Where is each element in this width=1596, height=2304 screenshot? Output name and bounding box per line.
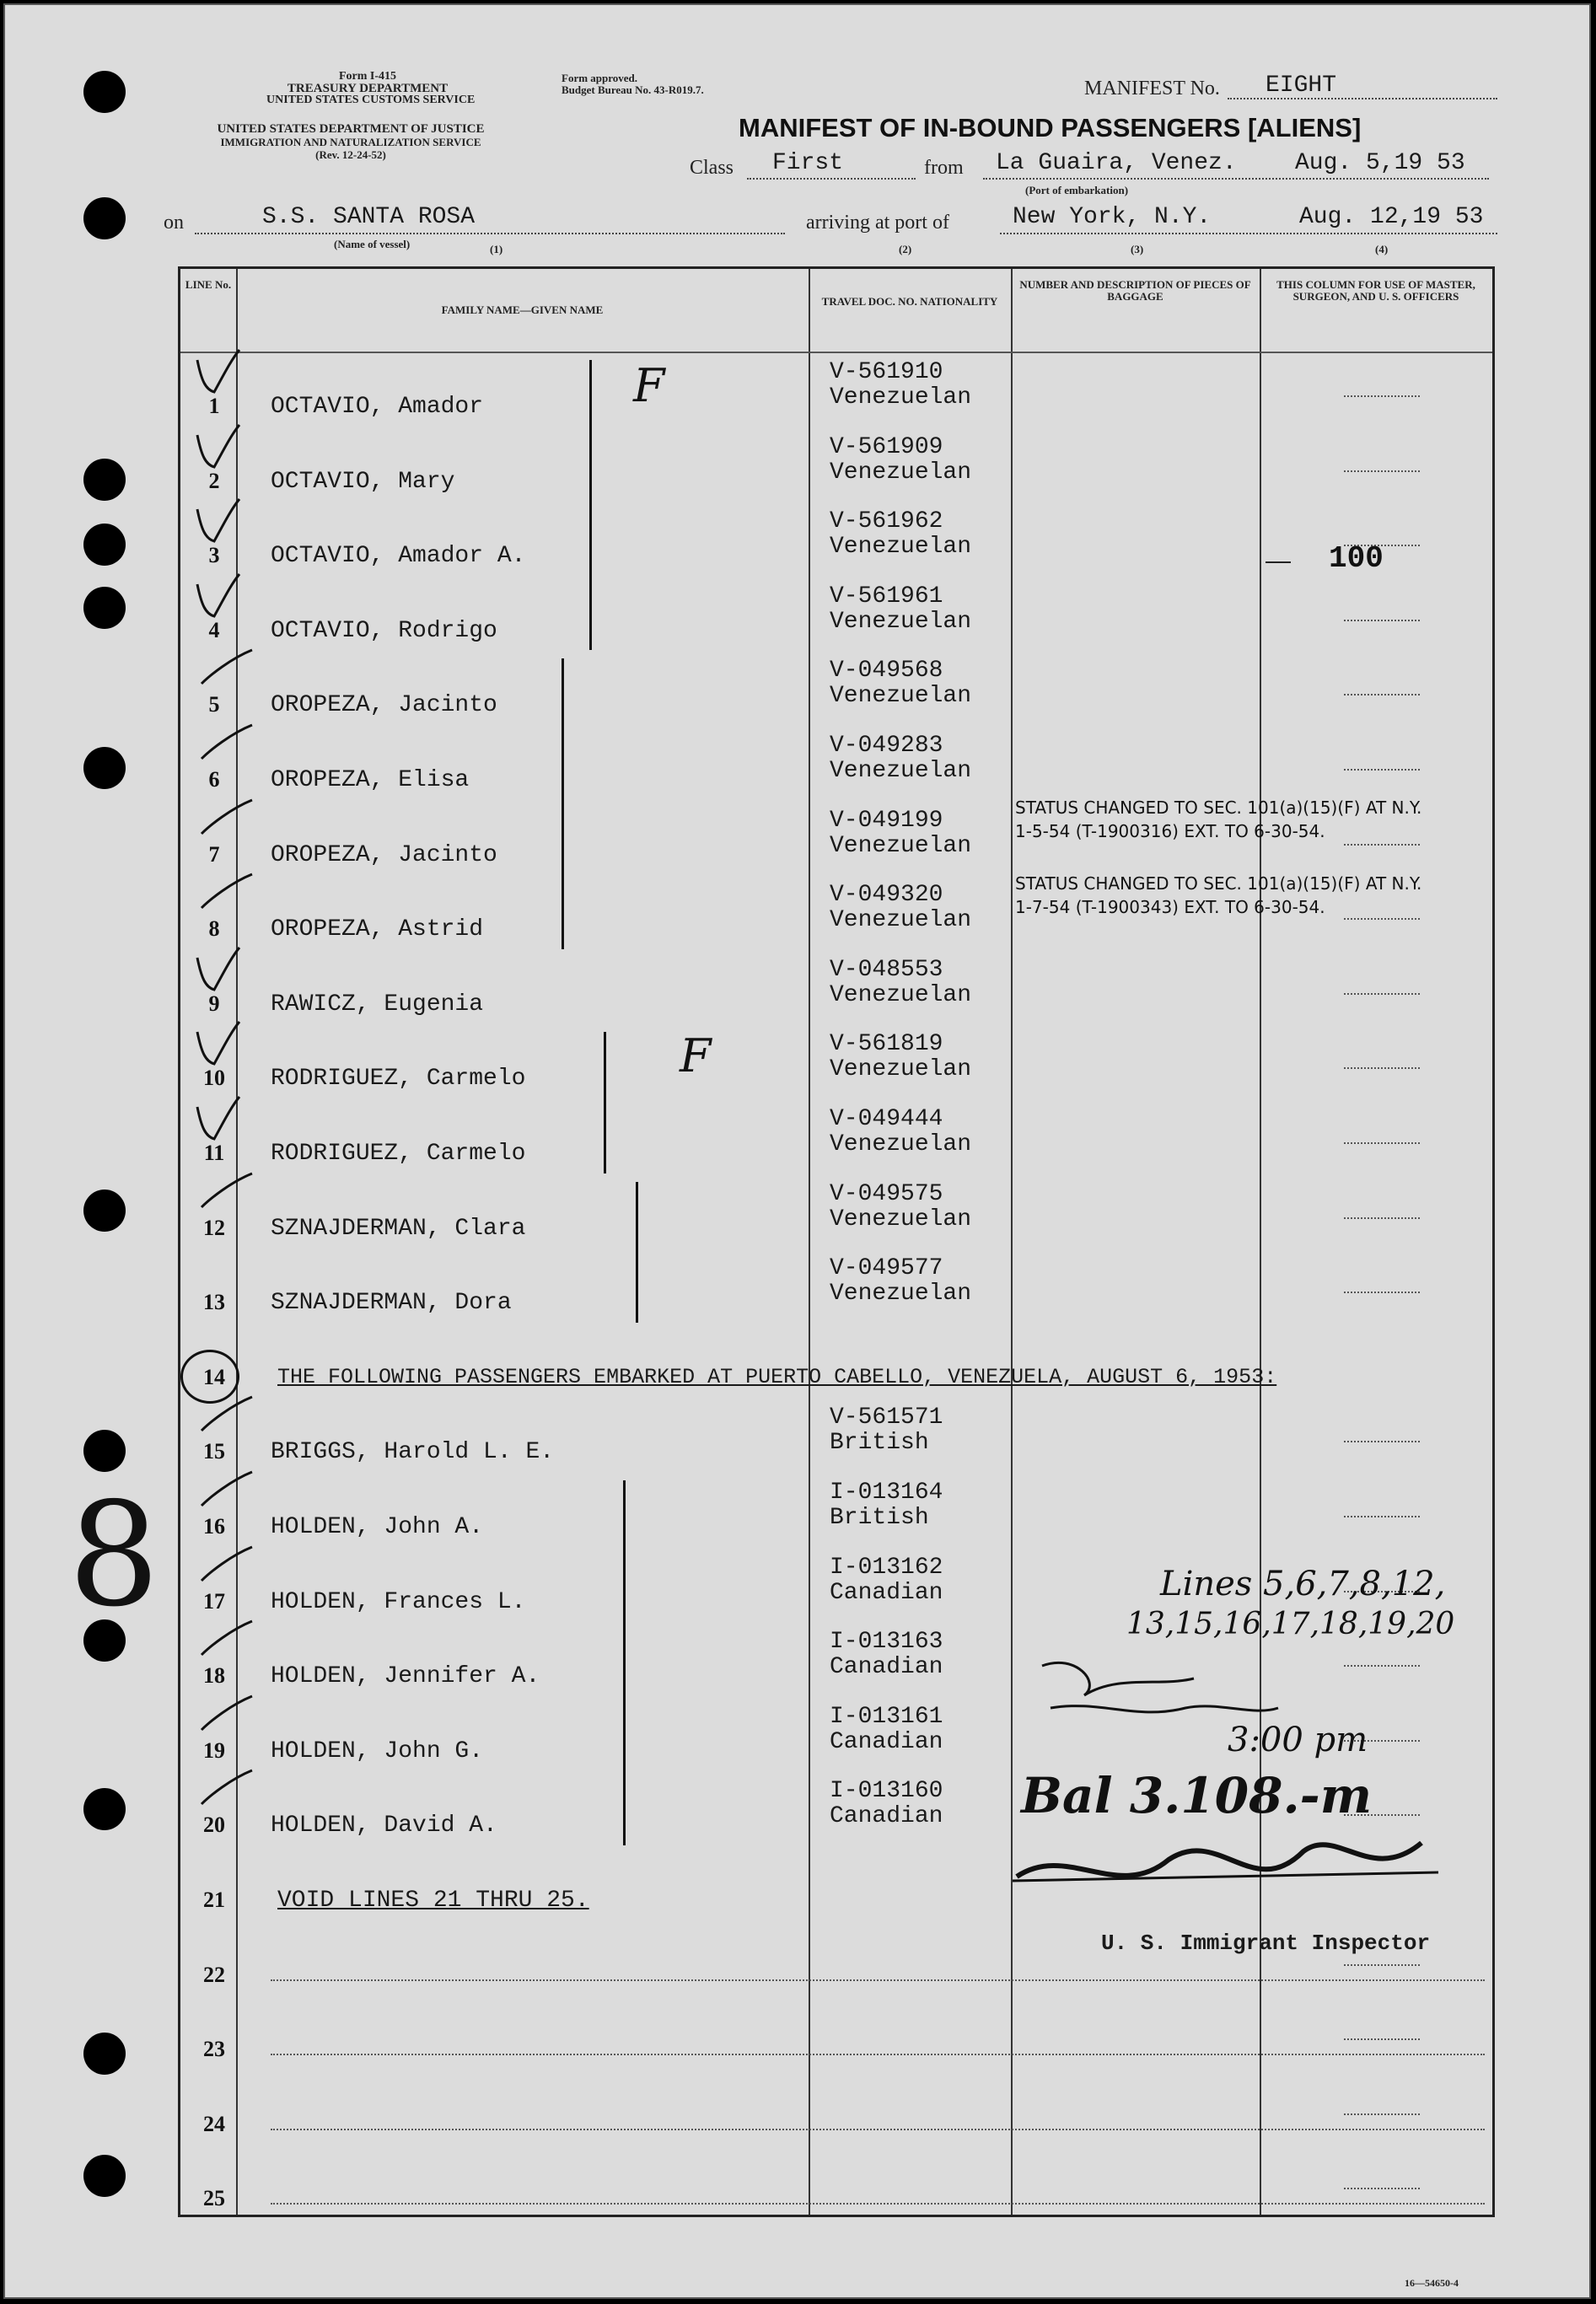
passenger-name: RODRIGUEZ, Carmelo xyxy=(271,1141,526,1167)
travel-doc xyxy=(830,1405,943,1456)
officer-dots xyxy=(1344,1516,1420,1517)
line-number: 5 xyxy=(208,692,220,717)
officer-dots xyxy=(1344,395,1420,397)
table-row xyxy=(180,427,1492,501)
header-justice-block: UNITED STATES DEPARTMENT OF JUSTICE IMMIGRATION AND NATURALIZATION SERVICE (Rev. 12-24-52) xyxy=(217,122,485,161)
from-port: La Guaira, Venez. xyxy=(996,150,1237,176)
line-number: 1 xyxy=(208,394,220,418)
line-number: 7 xyxy=(208,841,220,867)
status-note-2b: 1-7-54 (T-1900343) EXT. TO 6-30-54. xyxy=(1015,897,1325,917)
manifest-no-value: EIGHT xyxy=(1266,73,1337,99)
line-number: 18 xyxy=(203,1663,225,1689)
punch-hole xyxy=(83,524,126,566)
travel-doc-number: V-048553 xyxy=(830,956,943,983)
manifest-no-label: MANIFEST No. xyxy=(1084,78,1220,99)
check-mark-icon xyxy=(180,1015,256,1074)
officer-dots xyxy=(1344,2113,1420,2115)
passenger-name: OCTAVIO, Amador xyxy=(271,394,484,420)
travel-doc-number: V-049199 xyxy=(830,807,943,834)
travel-doc-number: I-013162 xyxy=(830,1554,943,1581)
col-officers: THIS COLUMN FOR USE OF MASTER, SURGEON, AND U. S. OFFICERS xyxy=(1276,278,1475,303)
travel-doc-number: V-049575 xyxy=(830,1180,943,1207)
officer-dots xyxy=(1344,2038,1420,2040)
blank-line-dots xyxy=(271,2203,1485,2205)
passenger-name: OCTAVIO, Rodrigo xyxy=(271,617,497,644)
caption-1: (1) xyxy=(490,243,503,255)
nationality: Venezuelan xyxy=(830,608,972,635)
line-number: 4 xyxy=(208,617,220,642)
travel-doc xyxy=(830,808,971,859)
passenger-name: OCTAVIO, Amador A. xyxy=(271,543,526,570)
vessel-caption: (Name of vessel) xyxy=(334,238,411,250)
travel-doc xyxy=(830,1705,943,1755)
check-mark-icon xyxy=(180,941,256,1000)
manifest-page xyxy=(3,3,1591,2299)
check-mark-icon xyxy=(180,418,256,477)
nationality: Canadian xyxy=(830,1654,943,1681)
from-underline xyxy=(983,178,1489,180)
line-number: 10 xyxy=(203,1066,225,1091)
travel-doc-number: V-561819 xyxy=(830,1031,943,1058)
inspector-title: U. S. Immigrant Inspector xyxy=(1101,1931,1431,1956)
family-bracket xyxy=(604,1032,606,1173)
table-row xyxy=(180,1323,1492,1397)
officer-dots xyxy=(1344,993,1420,995)
passenger-name: OCTAVIO, Mary xyxy=(271,468,455,495)
line-number: 24 xyxy=(203,2111,225,2136)
check-mark-icon xyxy=(180,792,256,851)
caption-4: (4) xyxy=(1375,243,1389,255)
line-number: 19 xyxy=(203,1737,225,1763)
arrival-date: Aug. 12,19 53 xyxy=(1299,204,1484,230)
travel-doc xyxy=(830,1480,943,1531)
travel-doc xyxy=(830,658,971,709)
nationality: Venezuelan xyxy=(830,832,972,859)
travel-doc xyxy=(830,1555,943,1606)
line-number: 2 xyxy=(208,468,220,493)
table-row xyxy=(180,650,1492,724)
check-mark-icon xyxy=(180,1090,256,1149)
travel-doc-number: V-561910 xyxy=(830,359,943,385)
handwritten-lines-note-2: 13,15,16,17,18,19,20 xyxy=(1126,1607,1455,1641)
punch-hole xyxy=(83,2155,126,2197)
officer-dots xyxy=(1344,620,1420,621)
check-mark-icon xyxy=(180,567,256,626)
family-bracket xyxy=(636,1182,638,1323)
travel-doc-number: V-561961 xyxy=(830,583,943,610)
handwritten-f-1: F xyxy=(633,359,665,412)
punch-hole xyxy=(83,71,126,113)
punch-hole xyxy=(83,1788,126,1830)
vessel-name: S.S. SANTA ROSA xyxy=(262,204,476,230)
travel-doc-number: I-013160 xyxy=(830,1778,943,1805)
table-row xyxy=(180,1397,1492,1471)
caption-3: (3) xyxy=(1131,243,1144,255)
passenger-name: RAWICZ, Eugenia xyxy=(271,991,484,1018)
travel-doc xyxy=(830,958,971,1008)
nationality: Venezuelan xyxy=(830,907,972,934)
punch-hole xyxy=(83,2033,126,2075)
on-label: on xyxy=(164,212,184,234)
line-number: 17 xyxy=(203,1588,225,1614)
table-row xyxy=(180,2070,1492,2144)
nationality: Venezuelan xyxy=(830,1206,972,1233)
line-number: 16 xyxy=(203,1514,225,1539)
punch-hole xyxy=(83,747,126,789)
line-number: 25 xyxy=(203,2186,225,2211)
passenger-name: OROPEZA, Jacinto xyxy=(271,841,497,868)
margin-number: 8 xyxy=(68,1472,160,1639)
travel-doc xyxy=(830,1256,971,1307)
line-number: 23 xyxy=(203,2037,225,2062)
table-row xyxy=(180,949,1492,1023)
dash-mark xyxy=(1266,561,1291,563)
passenger-name: SZNAJDERMAN, Clara xyxy=(271,1215,526,1242)
punch-hole xyxy=(83,197,126,239)
passenger-name: RODRIGUEZ, Carmelo xyxy=(271,1066,526,1093)
travel-doc-number: V-561962 xyxy=(830,508,943,535)
line-number: 14 xyxy=(203,1364,225,1389)
punch-hole xyxy=(83,1190,126,1232)
table-row xyxy=(180,1995,1492,2069)
travel-doc-number: V-049577 xyxy=(830,1255,943,1282)
vessel-underline xyxy=(195,233,785,234)
header-agency-block: Form I-415 TREASURY DEPARTMENT UNITED STATES CUSTOMS SERVICE xyxy=(266,70,476,106)
officer-dots xyxy=(1344,2188,1420,2189)
handwritten-f-2: F xyxy=(680,1029,712,1082)
passenger-name: SZNAJDERMAN, Dora xyxy=(271,1290,512,1317)
line-number: 3 xyxy=(208,543,220,568)
form-code: 16—54650-4 xyxy=(1405,2277,1459,2289)
passenger-name: THE FOLLOWING PASSENGERS EMBARKED AT PUERTO CABELLO, VENEZUELA, AUGUST 6, 1953: xyxy=(277,1364,1277,1389)
table-row xyxy=(180,1248,1492,1322)
officer-count: 100 xyxy=(1329,541,1384,576)
nationality: Venezuelan xyxy=(830,1131,972,1157)
handwritten-bal: Bal 3.108.-m xyxy=(1021,1767,1373,1824)
travel-doc-number: V-561909 xyxy=(830,433,943,460)
travel-doc-number: V-049320 xyxy=(830,882,943,909)
line-number: 20 xyxy=(203,1813,225,1838)
travel-doc xyxy=(830,360,971,411)
line-number: 8 xyxy=(208,916,220,942)
line-number: 13 xyxy=(203,1290,225,1315)
table-row xyxy=(180,1098,1492,1173)
nationality: Venezuelan xyxy=(830,534,972,561)
passenger-name: HOLDEN, Frances L. xyxy=(271,1588,526,1615)
signature-scribble xyxy=(1000,1649,1472,1927)
travel-doc-number: I-013164 xyxy=(830,1480,943,1506)
nationality: Venezuelan xyxy=(830,1281,972,1308)
line-number: 6 xyxy=(208,767,220,792)
officer-dots xyxy=(1344,918,1420,920)
travel-doc xyxy=(830,883,971,933)
class-underline xyxy=(747,178,916,180)
passenger-name: OROPEZA, Elisa xyxy=(271,767,470,793)
travel-doc xyxy=(830,1107,971,1157)
table-row xyxy=(180,1023,1492,1098)
punch-hole xyxy=(83,459,126,501)
check-mark-icon xyxy=(180,492,256,551)
nationality: Venezuelan xyxy=(830,758,972,784)
table-row xyxy=(180,576,1492,650)
travel-doc-number: V-049283 xyxy=(830,733,943,759)
check-mark-icon xyxy=(180,1539,256,1598)
table-row xyxy=(180,1472,1492,1546)
form-approved-block: Form approved. Budget Bureau No. 43-R019.7. xyxy=(562,72,704,96)
check-mark-icon xyxy=(180,866,256,925)
passenger-name: HOLDEN, John A. xyxy=(271,1514,484,1540)
page-title: MANIFEST OF IN-BOUND PASSENGERS [ALIENS] xyxy=(739,113,1362,142)
nationality: British xyxy=(830,1430,929,1457)
check-mark-icon xyxy=(180,1165,256,1224)
check-mark-icon xyxy=(180,1613,256,1672)
class-value: First xyxy=(772,150,844,176)
caption-2: (2) xyxy=(899,243,912,255)
travel-doc-number: V-561571 xyxy=(830,1404,943,1431)
nationality: Canadian xyxy=(830,1728,943,1755)
travel-doc-number: V-049444 xyxy=(830,1106,943,1132)
family-bracket xyxy=(562,658,564,948)
travel-doc-number: I-013161 xyxy=(830,1703,943,1730)
arriving-label: arriving at port of xyxy=(806,212,949,234)
departure-date: Aug. 5,19 53 xyxy=(1295,150,1465,176)
passenger-name: HOLDEN, David A. xyxy=(271,1813,497,1839)
line-number: 15 xyxy=(203,1439,225,1464)
nationality: British xyxy=(830,1505,929,1531)
check-mark-icon xyxy=(180,1762,256,1821)
passenger-name: HOLDEN, John G. xyxy=(271,1737,484,1764)
table-row xyxy=(180,501,1492,575)
arrival-underline xyxy=(1000,233,1497,234)
status-note-2: STATUS CHANGED TO SEC. 101(a)(15)(F) AT N.Y. xyxy=(1015,873,1422,894)
check-mark-icon xyxy=(180,642,256,701)
officer-dots xyxy=(1344,844,1420,846)
status-note-1b: 1-5-54 (T-1900316) EXT. TO 6-30-54. xyxy=(1015,821,1325,841)
officer-dots xyxy=(1344,1217,1420,1219)
travel-doc xyxy=(830,1779,943,1829)
travel-doc-number: V-049568 xyxy=(830,658,943,685)
travel-doc xyxy=(830,1032,971,1082)
col-name: FAMILY NAME—GIVEN NAME xyxy=(441,303,604,316)
officer-dots xyxy=(1344,1964,1420,1966)
check-mark-icon xyxy=(180,1688,256,1747)
officer-dots xyxy=(1344,1142,1420,1144)
check-mark-icon xyxy=(180,1463,256,1523)
class-label: Class xyxy=(690,157,734,179)
officer-dots xyxy=(1344,694,1420,695)
check-mark-icon xyxy=(180,1388,256,1447)
status-note-1: STATUS CHANGED TO SEC. 101(a)(15)(F) AT N.Y. xyxy=(1015,798,1422,818)
passenger-name: BRIGGS, Harold L. E. xyxy=(271,1439,555,1466)
travel-doc xyxy=(830,509,971,560)
line-number: 22 xyxy=(203,1962,225,1987)
travel-doc xyxy=(830,435,971,486)
travel-doc xyxy=(830,1630,943,1680)
passenger-name: HOLDEN, Jennifer A. xyxy=(271,1663,540,1690)
nationality: Venezuelan xyxy=(830,384,972,411)
line-number: 11 xyxy=(203,1141,225,1165)
passenger-name: OROPEZA, Jacinto xyxy=(271,692,497,719)
officer-dots xyxy=(1344,1292,1420,1293)
family-bracket xyxy=(623,1480,626,1845)
check-mark-icon xyxy=(180,343,256,402)
travel-doc-number: I-013163 xyxy=(830,1629,943,1656)
punch-hole xyxy=(83,587,126,629)
blank-line-dots xyxy=(271,2054,1485,2055)
col-line-no: LINE No. xyxy=(185,278,232,291)
blank-line-dots xyxy=(271,1979,1485,1981)
line-number: 12 xyxy=(203,1215,225,1240)
line-number: 21 xyxy=(203,1888,225,1912)
check-mark-icon xyxy=(180,717,256,776)
table-row xyxy=(180,725,1492,799)
family-bracket xyxy=(589,360,592,650)
officer-dots xyxy=(1344,470,1420,472)
nationality: Canadian xyxy=(830,1803,943,1830)
passenger-name: OROPEZA, Astrid xyxy=(271,916,484,943)
officer-dots xyxy=(1344,769,1420,771)
officer-dots xyxy=(1344,1441,1420,1442)
travel-doc xyxy=(830,733,971,784)
line-number: 9 xyxy=(208,991,220,1016)
table-row xyxy=(180,2144,1492,2218)
handwritten-time: 3:00 pm xyxy=(1228,1721,1368,1759)
nationality: Venezuelan xyxy=(830,459,972,486)
travel-doc xyxy=(830,584,971,635)
handwritten-lines-note: Lines 5,6,7,8,12, xyxy=(1160,1565,1446,1603)
from-label: from xyxy=(924,157,964,179)
port-of-embarkation-caption: (Port of embarkation) xyxy=(1025,184,1129,196)
travel-doc xyxy=(830,1182,971,1233)
punch-hole xyxy=(83,1430,126,1472)
table-row xyxy=(180,1173,1492,1248)
passenger-name: VOID LINES 21 THRU 25. xyxy=(277,1888,589,1914)
table-row xyxy=(180,352,1492,426)
nationality: Venezuelan xyxy=(830,1056,972,1083)
arrival-port: New York, N.Y. xyxy=(1013,204,1212,230)
officer-dots xyxy=(1344,1067,1420,1069)
nationality: Canadian xyxy=(830,1579,943,1606)
blank-line-dots xyxy=(271,2129,1485,2130)
col-travel-doc: TRAVEL DOC. NO. NATIONALITY xyxy=(821,295,998,308)
col-baggage: NUMBER AND DESCRIPTION OF PIECES OF BAGGAGE xyxy=(1019,278,1251,303)
nationality: Venezuelan xyxy=(830,683,972,710)
nationality: Venezuelan xyxy=(830,981,972,1008)
